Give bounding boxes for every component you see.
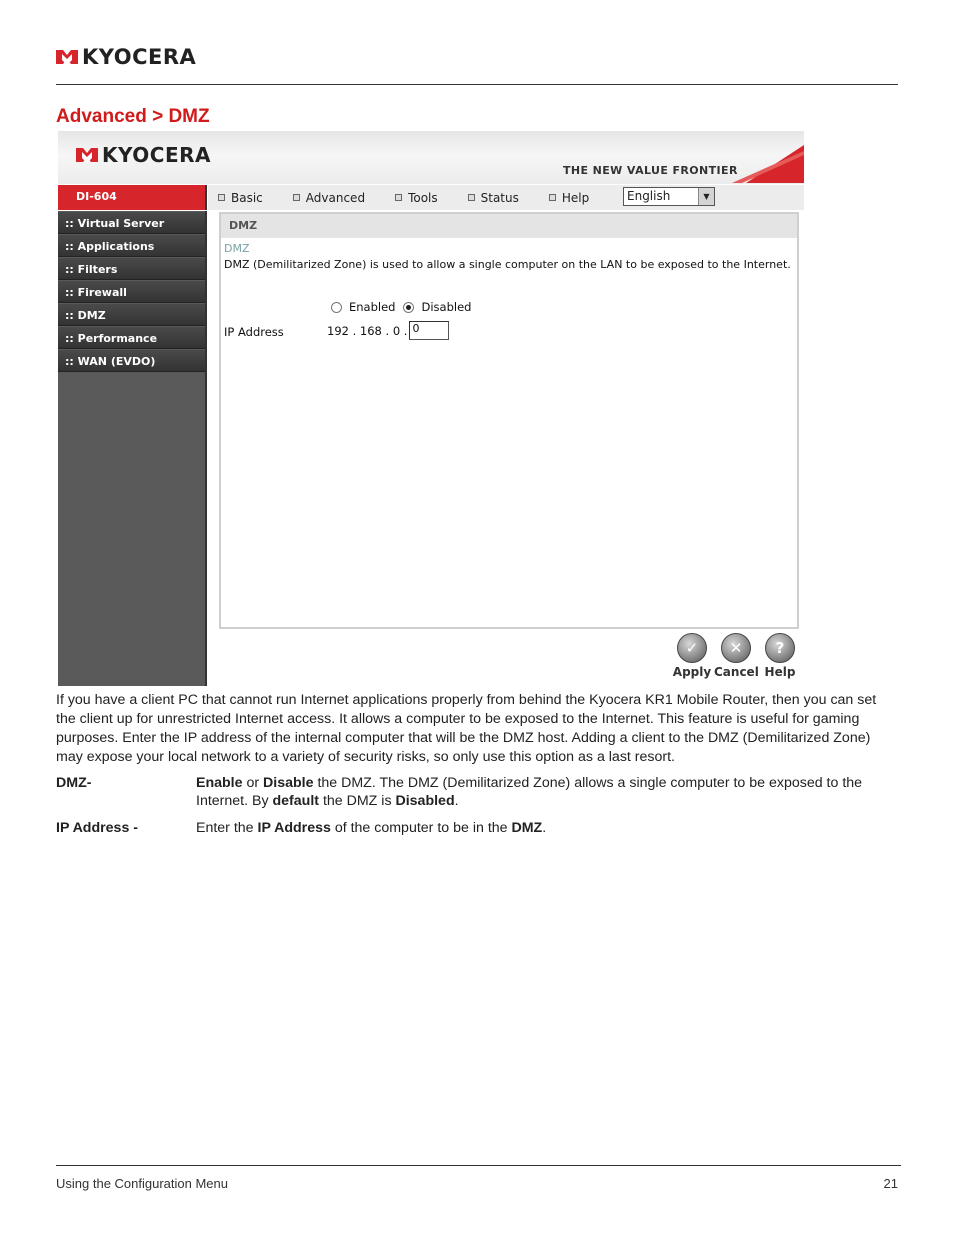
question-icon: ?: [765, 633, 795, 663]
panel-heading: DMZ: [221, 214, 797, 238]
section-title: Advanced > DMZ: [56, 106, 210, 127]
kyocera-mark-icon: [76, 144, 98, 166]
disabled-radio[interactable]: [403, 302, 414, 313]
ip-prefix: 192 . 168 . 0 .: [327, 323, 408, 338]
definition-ip-address: [56, 819, 900, 839]
checkmark-icon: ✓: [677, 633, 707, 663]
footer-chapter: Using the Configuration Menu: [56, 1176, 228, 1191]
language-select[interactable]: [623, 187, 715, 206]
disabled-label: Disabled: [421, 300, 472, 314]
nav-bullet-icon: [468, 194, 475, 201]
nav-help[interactable]: Help: [549, 191, 589, 205]
panel-description: DMZ (Demilitarized Zone) is used to allow a single computer on the LAN to be exposed to the Internet.: [224, 258, 791, 271]
footer-divider: [56, 1165, 901, 1166]
dropdown-arrow-icon: ▼: [698, 188, 714, 205]
kyocera-logo: [56, 44, 196, 70]
nav-advanced[interactable]: Advanced: [293, 191, 365, 205]
dmz-radio-group: [331, 300, 471, 314]
nav-status[interactable]: Status: [468, 191, 519, 205]
dmz-panel: [219, 212, 799, 629]
help-button[interactable]: [758, 633, 802, 679]
sidebar: [58, 211, 207, 686]
ip-address-label: IP Address: [224, 325, 284, 339]
router-header: [58, 131, 804, 184]
definition-dmz: [56, 774, 900, 814]
nav-basic[interactable]: Basic: [218, 191, 263, 205]
definition-term: DMZ-: [56, 775, 92, 791]
enabled-label: Enabled: [349, 300, 396, 314]
nav-bullet-icon: [395, 194, 402, 201]
sidebar-item-performance[interactable]: :: Performance: [58, 327, 205, 349]
cancel-label: Cancel: [714, 665, 759, 679]
enabled-radio[interactable]: [331, 302, 342, 313]
sidebar-item-wan-evdo[interactable]: :: WAN (EVDO): [58, 350, 205, 372]
ip-last-octet-input[interactable]: 0: [409, 321, 449, 340]
sidebar-item-applications[interactable]: :: Applications: [58, 235, 205, 257]
panel-subheading: DMZ: [224, 242, 250, 255]
action-buttons: [670, 633, 802, 679]
model-label: [58, 185, 207, 210]
cancel-button[interactable]: [714, 633, 758, 679]
close-icon: ✕: [721, 633, 751, 663]
brand-name: KYOCERA: [82, 45, 197, 69]
tagline: THE NEW VALUE FRONTIER: [563, 164, 738, 177]
intro-paragraph: If you have a client PC that cannot run Internet applications properly from behind the Kyocera KR1 Mobile Router, then you can set the client up for unrestricted Internet access. It allows a computer to be exposed to the Internet. This feature is useful for gaming purposes. Enter the IP address of the internal computer that will be the DMZ host. Adding a client to the DMZ (Demilitarized Zone) may expose your local network to a variety of security risks, so only use this option as a last resort.: [56, 692, 877, 765]
nav-tools[interactable]: Tools: [395, 191, 438, 205]
router-screenshot: [58, 131, 804, 686]
kyocera-mark-icon: [56, 46, 78, 68]
apply-button[interactable]: [670, 633, 714, 679]
nav-bullet-icon: [293, 194, 300, 201]
ip-address-row: [327, 321, 449, 340]
definition-description: Enable or Disable the DMZ. The DMZ (Demilitarized Zone) allows a single computer to be exposed to the Internet. By default the DMZ is Disabled.: [196, 775, 863, 809]
router-logo: [76, 143, 211, 167]
language-value: English: [627, 189, 671, 203]
sidebar-item-virtual-server[interactable]: :: Virtual Server: [58, 212, 205, 234]
header-divider: [56, 84, 898, 85]
help-label: Help: [764, 665, 796, 679]
red-swoosh-decoration: [712, 145, 804, 183]
definition-term: IP Address -: [56, 820, 139, 836]
sidebar-item-filters[interactable]: :: Filters: [58, 258, 205, 280]
sidebar-item-dmz[interactable]: :: DMZ: [58, 304, 205, 326]
page-number: 21: [883, 1176, 898, 1191]
definition-description: Enter the IP Address of the computer to be in the DMZ.: [196, 820, 547, 836]
router-brand: KYOCERA: [102, 143, 211, 167]
apply-label: Apply: [672, 665, 712, 679]
nav-bullet-icon: [218, 194, 225, 201]
nav-bullet-icon: [549, 194, 556, 201]
sidebar-item-firewall[interactable]: :: Firewall: [58, 281, 205, 303]
model-name: DI-604: [76, 190, 117, 203]
